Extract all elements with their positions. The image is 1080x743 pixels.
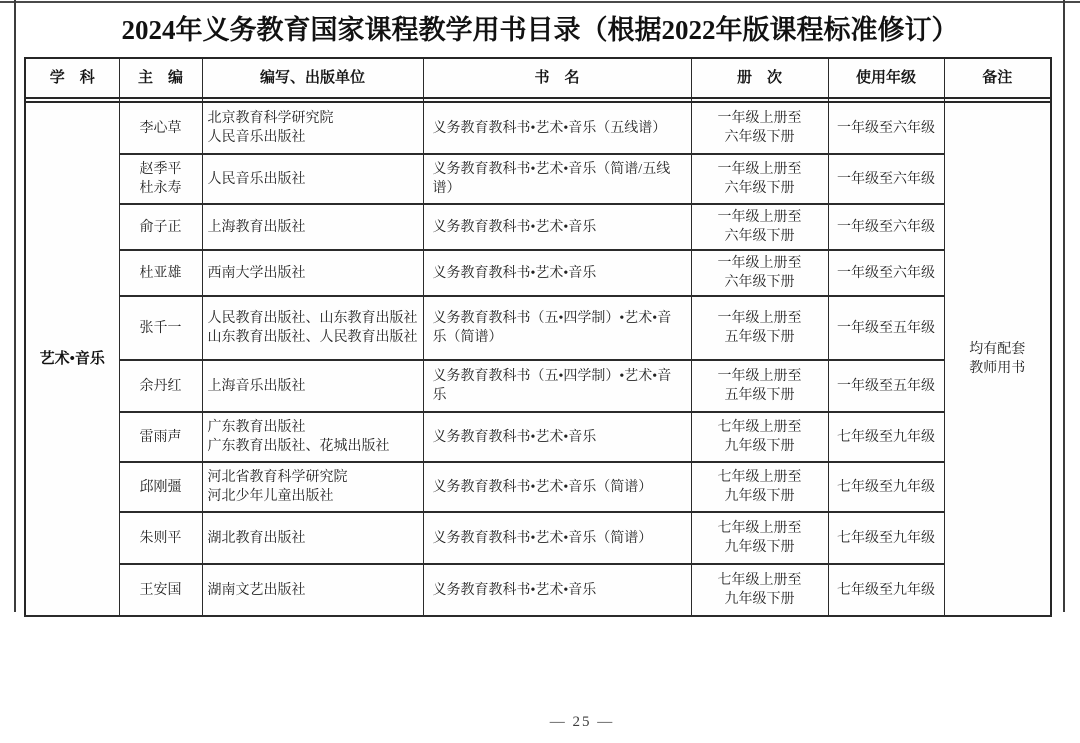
textbook-catalog-table bbox=[24, 57, 1052, 617]
table-header-row bbox=[25, 58, 1051, 98]
publisher-cell: 湖北教育出版社 bbox=[202, 512, 423, 564]
publisher-cell: 湖南文艺出版社 bbox=[202, 564, 423, 616]
editor-cell: 朱则平 bbox=[119, 512, 202, 564]
book-title-cell: 义务教育教科书•艺术•音乐（五线谱） bbox=[423, 102, 691, 154]
table-row bbox=[25, 360, 1051, 412]
grade-cell: 七年级至九年级 bbox=[828, 412, 944, 462]
grade-cell: 一年级至六年级 bbox=[828, 154, 944, 204]
book-title-cell: 义务教育教科书（五•四学制）•艺术•音乐 bbox=[423, 360, 691, 412]
book-title-cell: 义务教育教科书•艺术•音乐 bbox=[423, 250, 691, 296]
editor-cell: 王安国 bbox=[119, 564, 202, 616]
table-row bbox=[25, 102, 1051, 154]
editor-cell: 李心草 bbox=[119, 102, 202, 154]
volume-cell: 一年级上册至 六年级下册 bbox=[691, 102, 828, 154]
book-title-cell: 义务教育教科书•艺术•音乐（简谱） bbox=[423, 512, 691, 564]
scan-frame-top-line bbox=[0, 1, 1080, 3]
volume-cell: 七年级上册至 九年级下册 bbox=[691, 564, 828, 616]
publisher-cell: 广东教育出版社 广东教育出版社、花城出版社 bbox=[202, 412, 423, 462]
publisher-cell: 上海教育出版社 bbox=[202, 204, 423, 250]
grade-cell: 一年级至五年级 bbox=[828, 296, 944, 360]
volume-cell: 一年级上册至 六年级下册 bbox=[691, 204, 828, 250]
publisher-cell: 西南大学出版社 bbox=[202, 250, 423, 296]
editor-cell: 余丹红 bbox=[119, 360, 202, 412]
volume-cell: 一年级上册至 六年级下册 bbox=[691, 154, 828, 204]
scan-frame-left-line bbox=[14, 0, 16, 612]
book-title-cell: 义务教育教科书•艺术•音乐（简谱/五线谱） bbox=[423, 154, 691, 204]
remark-cell: 均有配套 教师用书 bbox=[944, 102, 1051, 616]
col-header-editor: 主 编 bbox=[119, 58, 202, 98]
table-row bbox=[25, 564, 1051, 616]
volume-cell: 七年级上册至 九年级下册 bbox=[691, 462, 828, 512]
editor-cell: 杜亚雄 bbox=[119, 250, 202, 296]
grade-cell: 一年级至六年级 bbox=[828, 204, 944, 250]
scan-frame-right-line bbox=[1063, 0, 1065, 612]
editor-cell: 邱刚彊 bbox=[119, 462, 202, 512]
publisher-cell: 人民教育出版社、山东教育出版社 山东教育出版社、人民教育出版社 bbox=[202, 296, 423, 360]
table-row bbox=[25, 296, 1051, 360]
publisher-cell: 北京教育科学研究院 人民音乐出版社 bbox=[202, 102, 423, 154]
table-row bbox=[25, 512, 1051, 564]
grade-cell: 一年级至五年级 bbox=[828, 360, 944, 412]
grade-cell: 一年级至六年级 bbox=[828, 102, 944, 154]
book-title-cell: 义务教育教科书•艺术•音乐（简谱） bbox=[423, 462, 691, 512]
volume-cell: 一年级上册至 六年级下册 bbox=[691, 250, 828, 296]
editor-cell: 雷雨声 bbox=[119, 412, 202, 462]
grade-cell: 七年级至九年级 bbox=[828, 462, 944, 512]
col-header-volume: 册 次 bbox=[691, 58, 828, 98]
grade-cell: 七年级至九年级 bbox=[828, 564, 944, 616]
book-title-cell: 义务教育教科书•艺术•音乐 bbox=[423, 204, 691, 250]
col-header-grade: 使用年级 bbox=[828, 58, 944, 98]
volume-cell: 一年级上册至 五年级下册 bbox=[691, 296, 828, 360]
publisher-cell: 河北省教育科学研究院 河北少年儿童出版社 bbox=[202, 462, 423, 512]
col-header-remark: 备注 bbox=[944, 58, 1051, 98]
volume-cell: 七年级上册至 九年级下册 bbox=[691, 512, 828, 564]
book-title-cell: 义务教育教科书•艺术•音乐 bbox=[423, 412, 691, 462]
table-row bbox=[25, 412, 1051, 462]
book-title-cell: 义务教育教科书•艺术•音乐 bbox=[423, 564, 691, 616]
volume-cell: 一年级上册至 五年级下册 bbox=[691, 360, 828, 412]
subject-cell: 艺术•音乐 bbox=[25, 102, 119, 616]
grade-cell: 七年级至九年级 bbox=[828, 512, 944, 564]
page-number: — 25 — bbox=[549, 714, 615, 730]
grade-cell: 一年级至六年级 bbox=[828, 250, 944, 296]
page-title: 2024年义务教育国家课程教学用书目录（根据2022年版课程标准修订） bbox=[121, 15, 959, 45]
table-row bbox=[25, 250, 1051, 296]
editor-cell: 俞子正 bbox=[119, 204, 202, 250]
book-title-cell: 义务教育教科书（五•四学制）•艺术•音乐（简谱） bbox=[423, 296, 691, 360]
volume-cell: 七年级上册至 九年级下册 bbox=[691, 412, 828, 462]
col-header-book-name: 书 名 bbox=[423, 58, 691, 98]
publisher-cell: 人民音乐出版社 bbox=[202, 154, 423, 204]
table-row bbox=[25, 204, 1051, 250]
editor-cell: 张千一 bbox=[119, 296, 202, 360]
publisher-cell: 上海音乐出版社 bbox=[202, 360, 423, 412]
table-row bbox=[25, 154, 1051, 204]
col-header-subject: 学 科 bbox=[25, 58, 119, 98]
table-row bbox=[25, 462, 1051, 512]
col-header-publisher: 编写、出版单位 bbox=[202, 58, 423, 98]
editor-cell: 赵季平 杜永寿 bbox=[119, 154, 202, 204]
